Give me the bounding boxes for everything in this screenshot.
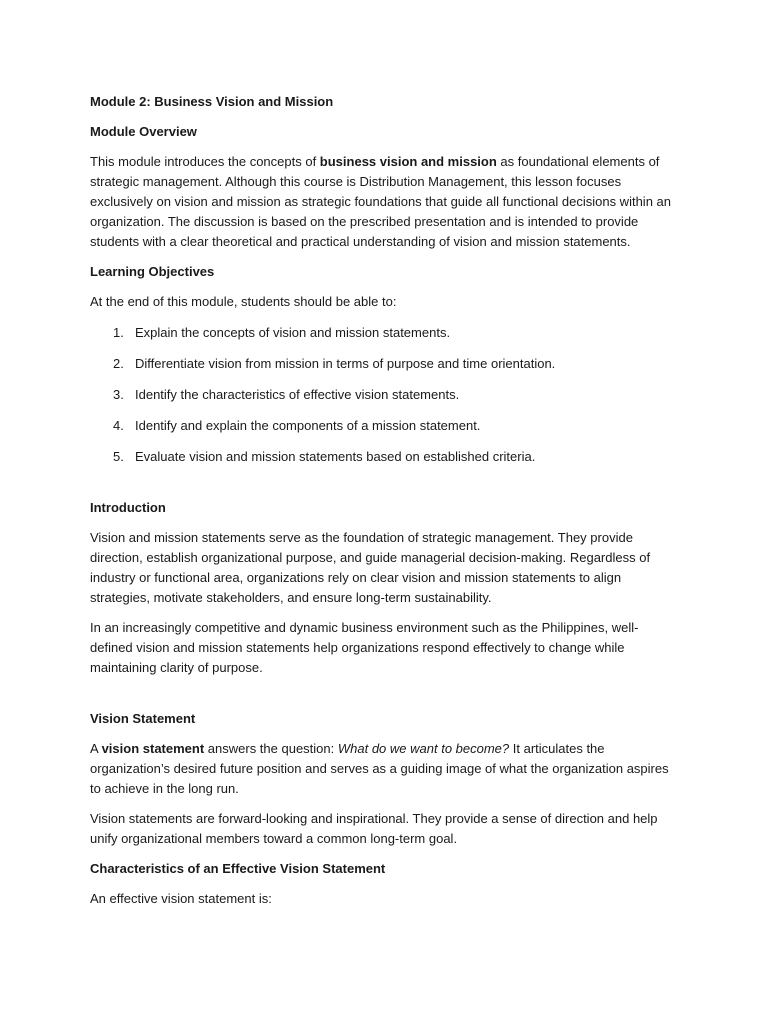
- overview-heading: Module Overview: [90, 124, 197, 139]
- introduction-paragraph-2: In an increasingly competitive and dynamic business environment such as the Philippines, well-defined vision and mission statements help organizations respond effectively to change while maintaining clarity of purpose.: [90, 620, 639, 675]
- vision-text-c: It articulates the organization’s desired future position and serves as a guiding image of what the organization aspires to achieve in the long run.: [90, 741, 669, 796]
- list-item-number: 4.: [113, 418, 124, 433]
- introduction-paragraph-1: Vision and mission statements serve as the foundation of strategic management. They provide direction, establish organizational purpose, and guide managerial decision-making. Regardless of industry or functional area, organizations rely on clear vision and mission statements to align strategies, motivate stakeholders, and ensure long-term sustainability.: [90, 530, 651, 605]
- list-item: [90, 447, 676, 467]
- vision-question: What do we want to become?: [337, 741, 510, 756]
- list-item-text: Evaluate vision and mission statements based on established criteria.: [135, 449, 536, 464]
- list-item-text: Identify and explain the components of a mission statement.: [135, 418, 481, 433]
- objectives-heading: Learning Objectives: [90, 264, 215, 279]
- list-item: [90, 385, 676, 405]
- overview-bold-term: business vision and mission: [319, 154, 497, 169]
- list-item-text: Identify the characteristics of effective vision statements.: [135, 387, 460, 402]
- overview-text-b: as foundational elements of strategic management. Although this course is Distribution Management, this lesson focuses exclusively on vision and mission as strategic foundations that guide all functional decisions within an organization. The discussion is based on the prescribed presentation and is intended to provide students with a clear theoretical and practical understanding of vision and mission statements.: [90, 154, 671, 249]
- list-item-number: 5.: [113, 449, 124, 464]
- list-item-number: 2.: [113, 356, 124, 371]
- characteristics-heading: Characteristics of an Effective Vision Statement: [90, 861, 386, 876]
- list-item-text: Differentiate vision from mission in terms of purpose and time orientation.: [135, 356, 556, 371]
- vision-text-a: A: [90, 741, 102, 756]
- objectives-list: [90, 323, 676, 467]
- list-item: [90, 354, 676, 374]
- module-title: Module 2: Business Vision and Mission: [90, 94, 334, 109]
- introduction-heading: Introduction: [90, 500, 166, 515]
- overview-paragraph: [90, 152, 676, 252]
- objectives-intro: At the end of this module, students should be able to:: [90, 294, 397, 309]
- characteristics-intro: An effective vision statement is:: [90, 891, 272, 906]
- vision-heading: Vision Statement: [90, 711, 196, 726]
- overview-text-a: This module introduces the concepts of: [90, 154, 320, 169]
- list-item-number: 1.: [113, 325, 124, 340]
- vision-paragraph-2: Vision statements are forward-looking and inspirational. They provide a sense of direction and help unify organizational members toward a common long-term goal.: [90, 811, 658, 846]
- list-item: [90, 323, 676, 343]
- list-item-text: Explain the concepts of vision and mission statements.: [135, 325, 451, 340]
- list-item-number: 3.: [113, 387, 124, 402]
- list-item: [90, 416, 676, 436]
- vision-text-b: answers the question:: [204, 741, 338, 756]
- vision-paragraph-1: [90, 739, 676, 799]
- vision-bold-term: vision statement: [101, 741, 205, 756]
